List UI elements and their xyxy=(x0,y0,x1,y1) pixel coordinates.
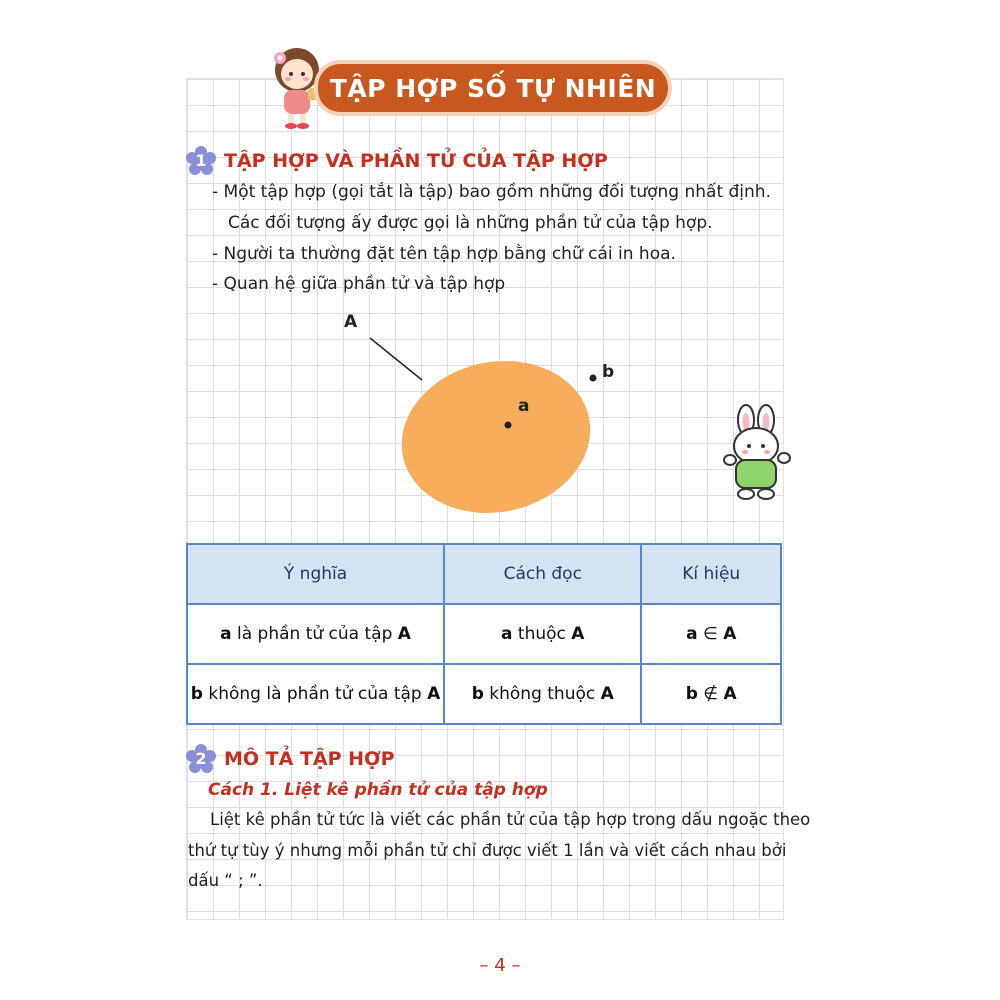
section-2-header xyxy=(186,744,395,774)
header-symbol: Kí hiệu xyxy=(641,544,781,604)
var-text: a xyxy=(220,624,232,644)
var-text: b xyxy=(190,684,203,704)
page-title: TẬP HỢP SỐ TỰ NHIÊN xyxy=(318,64,668,112)
paragraph-line-2: thứ tự tùy ý nhưng mỗi phần tử chỉ được viết 1 lần và viết cách nhau bởi xyxy=(188,841,787,860)
meaning-text: không là phần tử của tập xyxy=(202,684,428,704)
page-number: – 4 – xyxy=(479,955,521,976)
paragraph-line-3: dấu “ ; ”. xyxy=(188,871,263,890)
reading-text: không thuộc xyxy=(483,684,601,704)
method-heading: Cách 1. Liệt kê phần tử của tập hợp xyxy=(208,780,548,800)
set-ellipse xyxy=(387,344,604,520)
section-number: 2 xyxy=(195,749,207,768)
set-pointer-line xyxy=(370,338,422,380)
header-meaning: Ý nghĩa xyxy=(187,544,444,604)
reading-text: thuộc xyxy=(512,624,572,644)
symbol-operator: ∈ xyxy=(697,624,724,644)
table-row xyxy=(187,604,781,664)
var-text: a xyxy=(501,624,513,644)
set-text: A xyxy=(427,684,441,704)
section-heading: MÔ TẢ TẬP HỢP xyxy=(224,748,395,770)
cell-symbol xyxy=(641,604,781,664)
set-text: A xyxy=(723,624,737,644)
var-text: b xyxy=(685,684,698,704)
table-header-row xyxy=(187,544,781,604)
set-text: A xyxy=(723,684,737,704)
header-reading: Cách đọc xyxy=(444,544,641,604)
cell-meaning xyxy=(187,604,444,664)
meaning-text: là phần tử của tập xyxy=(231,624,398,644)
body-line-1: - Một tập hợp (gọi tắt là tập) bao gồm những đối tượng nhất định. xyxy=(212,182,771,202)
section-number-badge xyxy=(186,744,216,774)
set-diagram xyxy=(330,310,630,520)
set-text: A xyxy=(397,624,411,644)
paragraph-line-1: Liệt kê phần tử tức là viết các phần tử của tập hợp trong dấu ngoặc theo xyxy=(210,810,811,829)
cell-reading xyxy=(444,664,641,724)
cell-reading xyxy=(444,604,641,664)
section-heading: TẬP HỢP VÀ PHẦN TỬ CỦA TẬP HỢP xyxy=(224,150,608,172)
body-line-4: - Quan hệ giữa phần tử và tập hợp xyxy=(212,274,506,294)
relation-table xyxy=(186,543,782,725)
bunny-illustration-icon xyxy=(722,404,794,502)
element-label-b: b xyxy=(602,362,615,382)
element-a-dot xyxy=(505,422,512,429)
section-1-header xyxy=(186,146,608,176)
element-label-a: a xyxy=(518,396,530,416)
set-text: A xyxy=(600,684,614,704)
section-number-badge xyxy=(186,146,216,176)
element-b-dot xyxy=(590,375,597,382)
section-number: 1 xyxy=(195,151,207,170)
cell-meaning xyxy=(187,664,444,724)
body-line-2: Các đối tượng ấy được gọi là những phần tử của tập hợp. xyxy=(228,213,713,233)
var-text: a xyxy=(686,624,698,644)
body-line-3: - Người ta thường đặt tên tập hợp bằng chữ cái in hoa. xyxy=(212,244,676,264)
symbol-operator: ∉ xyxy=(697,684,724,704)
set-text: A xyxy=(571,624,585,644)
cell-symbol xyxy=(641,664,781,724)
table-row xyxy=(187,664,781,724)
set-label-A: A xyxy=(344,312,358,332)
var-text: b xyxy=(471,684,484,704)
